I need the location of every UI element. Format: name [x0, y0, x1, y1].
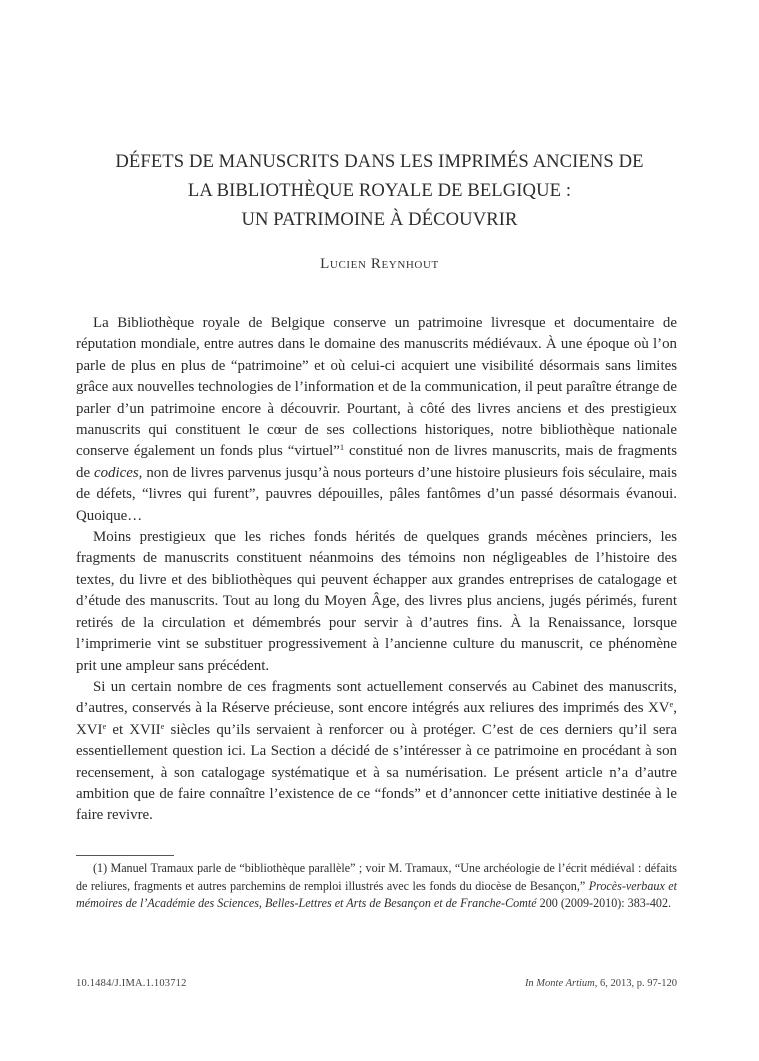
footnote-divider — [76, 855, 174, 856]
article-title — [60, 147, 699, 234]
paragraph-3 — [76, 677, 677, 827]
paragraph-1-text-b: constitué non de livres manuscrits, mais de fragments de — [76, 443, 677, 481]
footnote-journal-title: Procès-verbaux et mémoires de l’Académie des Sciences, Belles-Lettres et Arts de Besançon et de Franche-Comté — [76, 878, 677, 911]
paragraph-3-text-c: et XVII — [106, 721, 161, 738]
footnote-reference[interactable]: 1 — [339, 442, 345, 453]
journal-citation — [525, 978, 677, 989]
title-line-1: DÉFETS DE MANUSCRITS DANS LES IMPRIMÉS ANCIENS DE — [115, 151, 644, 172]
citation-details: , 6, 2013, p. 97-120 — [594, 978, 677, 989]
title-line-2: LA BIBLIOTHÈQUE ROYALE DE BELGIQUE : — [187, 180, 572, 201]
paragraph-3-text-a: Si un certain nombre de ces fragments sont actuellement conservés au Cabinet des manuscrits, d’autres, conservés à la Réserve précieuse, sont encore intégrés aux reliures des imprimés des XV — [76, 678, 677, 717]
title-line-3: UN PATRIMOINE À DÉCOUVRIR — [241, 209, 518, 230]
journal-name: In Monte Artium — [524, 978, 595, 989]
footnote-text-b: 200 (2009-2010): 383-402. — [536, 896, 672, 911]
article-body — [76, 313, 677, 827]
century-suffix-3: e — [160, 720, 165, 731]
author-name: Lucien Reynhout — [320, 256, 439, 272]
doi-identifier[interactable]: 10.1484/J.IMA.1.103712 — [76, 978, 187, 989]
century-suffix-1: e — [669, 699, 674, 710]
paragraph-2: Moins prestigieux que les riches fonds hérités de quelques grands mécènes princiers, les fragments de manuscrits constituent néanmoins des témoins non négligeables de l’histoire des textes, du livre et des bibliothèques qui peuvent échapper aux grandes entreprises de catalogage et d’étude des manuscrits. Tout au long du Moyen Âge, des livres plus anciens, jugés périmés, furent retirés de la circulation et démembrés pour servir à d’autres fins. À la Renaissance, lorsque l’imprimerie vint se substituer progressivement à l’ancienne culture du manuscrit, ce phénomène prit une ampleur sans précédent. — [76, 529, 677, 674]
paragraph-1-emphasis: codices — [94, 464, 139, 481]
paragraph-1-text-c: , non de livres parvenus jusqu’à nous porteurs d’une histoire plusieurs fois séculaire, mais de défets, “livres qui furent”, pauvres dépouilles, pâles fantômes d’un passé désormais évanoui. Quoique… — [76, 464, 677, 524]
paragraph-1-text-a: La Bibliothèque royale de Belgique conserve un patrimoine livresque et documentaire de réputation mondiale, entre autres dans le domaine des manuscrits médiévaux. À une époque où l’on parle de plus en plus de “patrimoine” et où celui-ci acquiert une visibilité désormais sans limites grâce aux nouvelles technologies de l’information et de la communication, il peut paraître étrange de parler d’un patrimoine encore à découvrir. Pourtant, à côté des livres anciens et des prestigieux manuscrits qui constituent le cœur de ses collections historiques, notre bibliothèque nationale conserve également un fonds plus “virtuel” — [76, 315, 677, 460]
paragraph-1 — [76, 313, 677, 527]
footnote-1 — [76, 860, 677, 913]
footnote-1-paragraph — [76, 860, 677, 913]
footnote-text-a: (1) Manuel Tramaux parle de “bibliothèque parallèle” ; voir M. Tramaux, “Une archéologie de l’écrit médiéval : défaits de reliures, fragments et autres parchemins de remploi illustrés avec les fonds du diocèse de Besançon,” — [76, 861, 677, 893]
paragraph-3-text-d: siècles qu’ils servaient à renforcer ou à protéger. C’est de ces derniers qu’il sera essentiellement question ici. La Section a décidé de s’intéresser à ce patrimoine en procédant à son recensement, à son catalogage systématique et à sa numérisation. Le présent article n’a d’autre ambition que de faire connaître l’existence de ce “fonds” et d’annoncer cette initiative destinée à le faire revivre. — [76, 721, 677, 824]
century-suffix-2: e — [102, 720, 107, 731]
paragraph-3-text-b: , XVI — [76, 700, 677, 738]
